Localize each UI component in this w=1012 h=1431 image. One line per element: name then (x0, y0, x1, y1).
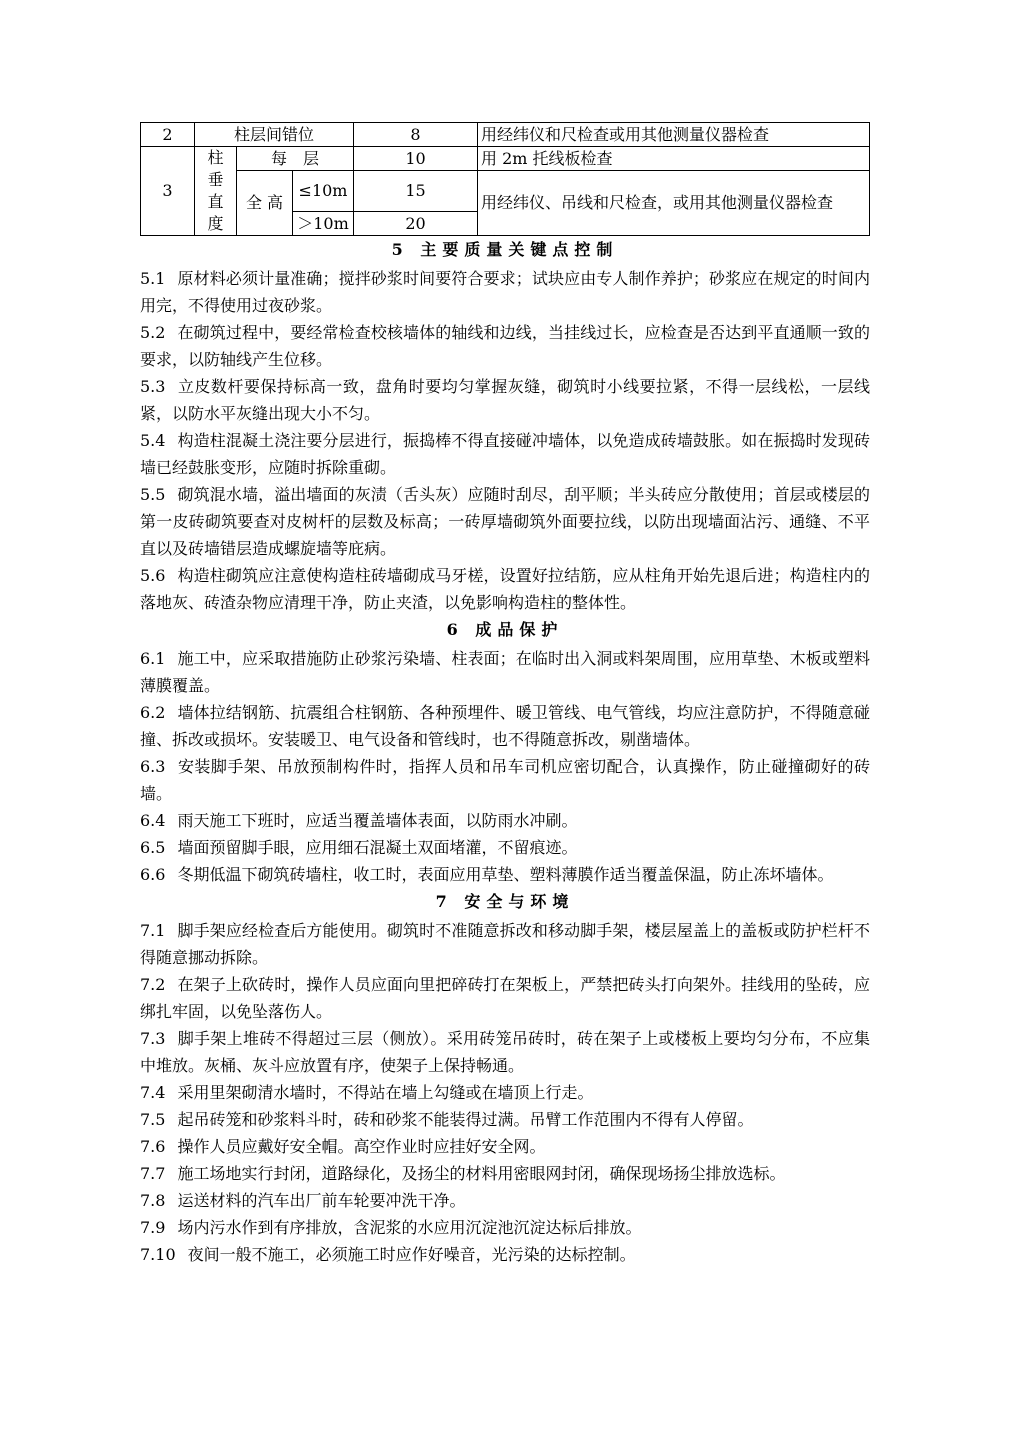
list-item: 7.3 脚手架上堆砖不得超过三层（侧放）。采用砖笼吊砖时，砖在架子上或楼板上要均匀分布，不应集中堆放。灰桶、灰斗应放置有序，使架子上保持畅通。 (140, 1029, 870, 1075)
list-item: 7.5 起吊砖笼和砂浆料斗时，砖和砂浆不能装得过满。吊臂工作范围内不得有人停留。 (140, 1110, 754, 1129)
list-item: 5.5 砌筑混水墙，溢出墙面的灰渍（舌头灰）应随时刮尽，刮平顺；半头砖应分散使用；首层或楼层的第一皮砖砌筑要查对皮树杆的层数及标高；一砖厚墙砌筑外面要拉线，以防出现墙面沾污、通缝、不平直以及砖墙错层造成螺旋墙等庇病。 (140, 485, 870, 558)
tolerance-value: 10 (354, 147, 478, 171)
row-number: 2 (141, 123, 195, 147)
tolerance-table (140, 122, 870, 236)
list-item: 7.6 操作人员应戴好安全帽。高空作业时应挂好安全网。 (140, 1137, 546, 1156)
document-page (140, 122, 870, 1268)
list-item: 5.3 立皮数杆要保持标高一致，盘角时要均匀掌握灰缝，砌筑时小线要拉紧，不得一层线松，一层线紧，以防水平灰缝出现大小不匀。 (140, 377, 870, 423)
section-5-list (140, 265, 870, 616)
list-item: 7.10 夜间一般不施工，必须施工时应作好噪音，光污染的达标控制。 (140, 1245, 636, 1264)
section-6-list (140, 645, 870, 888)
list-item: 7.2 在架子上砍砖时，操作人员应面向里把碎砖打在架板上，严禁把砖头打向架外。挂线用的坠砖，应绑扎牢固，以免坠落伤人。 (140, 975, 870, 1021)
full-height-label: 全 高 (237, 171, 293, 236)
section-heading: 7 安全与环境 (435, 892, 575, 911)
check-method: 用 2m 托线板检查 (478, 147, 870, 171)
list-item: 7.7 施工场地实行封闭，道路绿化，及扬尘的材料用密眼网封闭，确保现场扬尘排放选标。 (140, 1164, 786, 1183)
list-item: 5.4 构造柱混凝土浇注要分层进行，振捣棒不得直接碰冲墙体，以免造成砖墙鼓胀。如在振捣时发现砖墙已经鼓胀变形，应随时拆除重砌。 (140, 431, 870, 477)
check-method: 用经纬仪、吊线和尺检查，或用其他测量仪器检查 (478, 171, 870, 236)
list-item: 5.6 构造柱砌筑应注意使构造柱砖墙砌成马牙槎，设置好拉结筋，应从柱角开始先退后进；构造柱内的落地灰、砖渣杂物应清理干净，防止夹渣，以免影响构造柱的整体性。 (140, 566, 870, 612)
section-heading: 6 成品保护 (446, 620, 564, 639)
table-row (141, 123, 870, 147)
list-item: 6.1 施工中，应采取措施防止砂浆污染墙、柱表面；在临时出入洞或料架周围，应用草垫、木板或塑料薄膜覆盖。 (140, 649, 870, 695)
row-number: 3 (141, 147, 195, 236)
section-heading: 5 主要质量关键点控制 (391, 240, 619, 259)
each-floor-label: 每 层 (237, 147, 354, 171)
height-range-label: ＞10m (293, 212, 354, 236)
list-item: 6.4 雨天施工下班时，应适当覆盖墙体表面，以防雨水冲刷。 (140, 811, 578, 830)
list-item: 6.5 墙面预留脚手眼，应用细石混凝土双面堵灌，不留痕迹。 (140, 838, 578, 857)
height-range-label: ≤10m (293, 171, 354, 212)
tolerance-value: 20 (354, 212, 478, 236)
item-name: 柱层间错位 (195, 123, 354, 147)
list-item: 7.8 运送材料的汽车出厂前车轮要冲洗干净。 (140, 1191, 466, 1210)
table-row (141, 147, 870, 171)
list-item: 7.4 采用里架砌清水墙时，不得站在墙上勾缝或在墙顶上行走。 (140, 1083, 594, 1102)
list-item: 5.2 在砌筑过程中，要经常检查校核墙体的轴线和边线，当挂线过长，应检查是否达到平直通顺一致的要求，以防轴线产生位移。 (140, 323, 870, 369)
list-item: 6.3 安装脚手架、吊放预制构件时，指挥人员和吊车司机应密切配合，认真操作，防止碰撞砌好的砖墙。 (140, 757, 870, 803)
section-7-list (140, 917, 870, 1268)
column-verticality-label: 柱 垂 直 度 (195, 147, 237, 236)
list-item: 5.1 原材料必须计量准确；搅拌砂浆时间要符合要求；试块应由专人制作养护；砂浆应在规定的时间内用完，不得使用过夜砂浆。 (140, 269, 870, 315)
tolerance-value: 15 (354, 171, 478, 212)
list-item: 6.2 墙体拉结钢筋、抗震组合柱钢筋、各种预埋件、暖卫管线、电气管线，均应注意防护，不得随意碰撞、拆改或损坏。安装暖卫、电气设备和管线时，也不得随意拆改，剔凿墙体。 (140, 703, 870, 749)
list-item: 7.9 场内污水作到有序排放，含泥浆的水应用沉淀池沉淀达标后排放。 (140, 1218, 642, 1237)
check-method: 用经纬仪和尺检查或用其他测量仪器检查 (478, 123, 870, 147)
list-item: 7.1 脚手架应经检查后方能使用。砌筑时不准随意拆改和移动脚手架，楼层屋盖上的盖板或防护栏杆不得随意挪动拆除。 (140, 921, 870, 967)
table-row (141, 171, 870, 212)
tolerance-value: 8 (354, 123, 478, 147)
list-item: 6.6 冬期低温下砌筑砖墙柱，收工时，表面应用草垫、塑料薄膜作适当覆盖保温，防止冻坏墙体。 (140, 865, 834, 884)
